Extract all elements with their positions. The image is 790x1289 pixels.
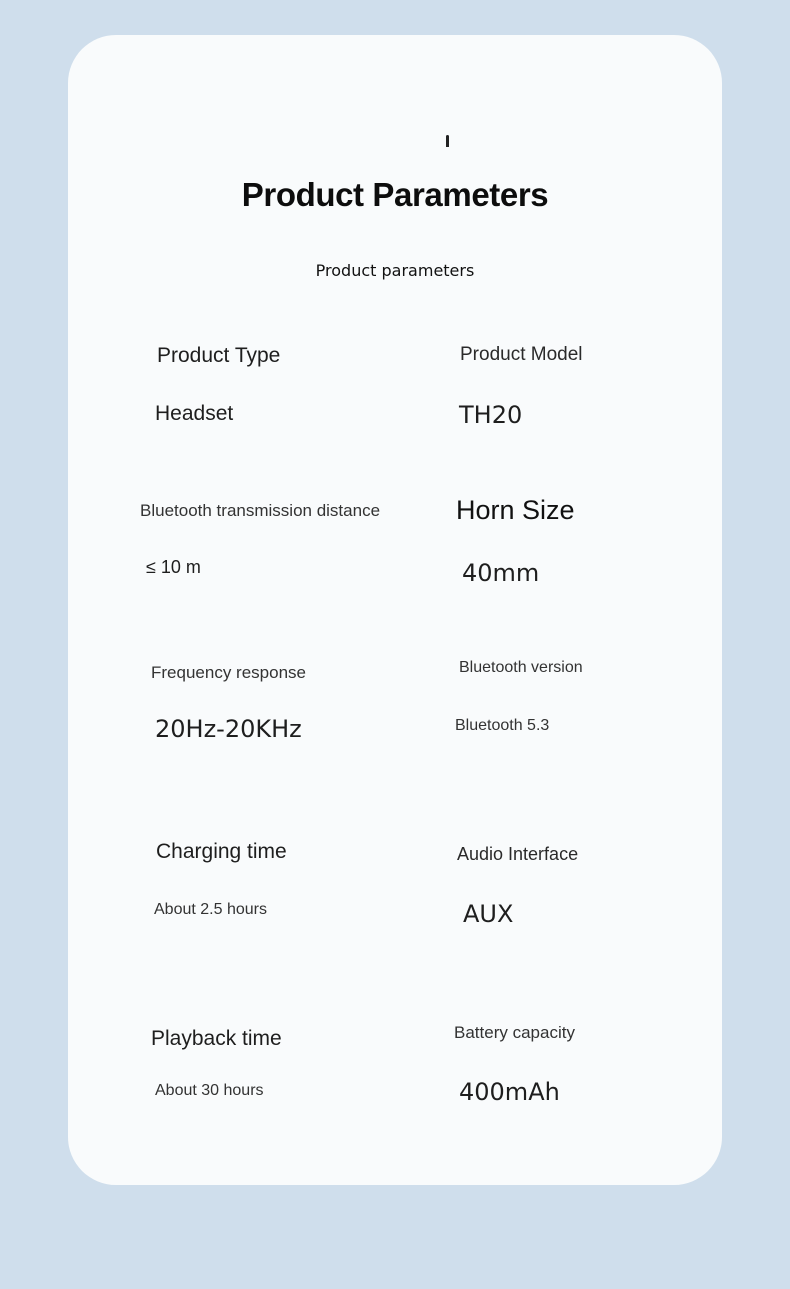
param-value-battery-capacity: 400mAh xyxy=(459,1078,560,1106)
param-value-charging-time: About 2.5 hours xyxy=(154,901,267,918)
page-subtitle: Product parameters xyxy=(315,261,475,280)
decorative-mark xyxy=(446,135,449,147)
param-label-bluetooth-version: Bluetooth version xyxy=(459,659,583,676)
param-value-horn-size: 40mm xyxy=(462,559,540,587)
param-value-playback-time: About 30 hours xyxy=(155,1082,264,1099)
param-value-audio-interface: AUX xyxy=(463,900,514,928)
param-value-product-model: TH20 xyxy=(459,401,523,429)
param-label-charging-time: Charging time xyxy=(156,840,287,863)
param-value-bluetooth-version: Bluetooth 5.3 xyxy=(455,717,550,734)
param-value-product-type: Headset xyxy=(155,402,234,425)
param-label-battery-capacity: Battery capacity xyxy=(454,1023,575,1042)
param-label-bluetooth-distance: Bluetooth transmission distance xyxy=(140,501,381,520)
param-value-bluetooth-distance: ≤ 10 m xyxy=(146,557,201,577)
param-label-horn-size: Horn Size xyxy=(456,495,575,525)
param-value-frequency-response: 20Hz-20KHz xyxy=(155,715,302,743)
param-label-audio-interface: Audio Interface xyxy=(457,844,579,864)
param-label-product-model: Product Model xyxy=(460,344,583,365)
param-label-playback-time: Playback time xyxy=(151,1027,282,1050)
param-label-product-type: Product Type xyxy=(157,344,281,367)
page-title: Product Parameters xyxy=(241,176,549,213)
param-label-frequency-response: Frequency response xyxy=(151,663,306,682)
